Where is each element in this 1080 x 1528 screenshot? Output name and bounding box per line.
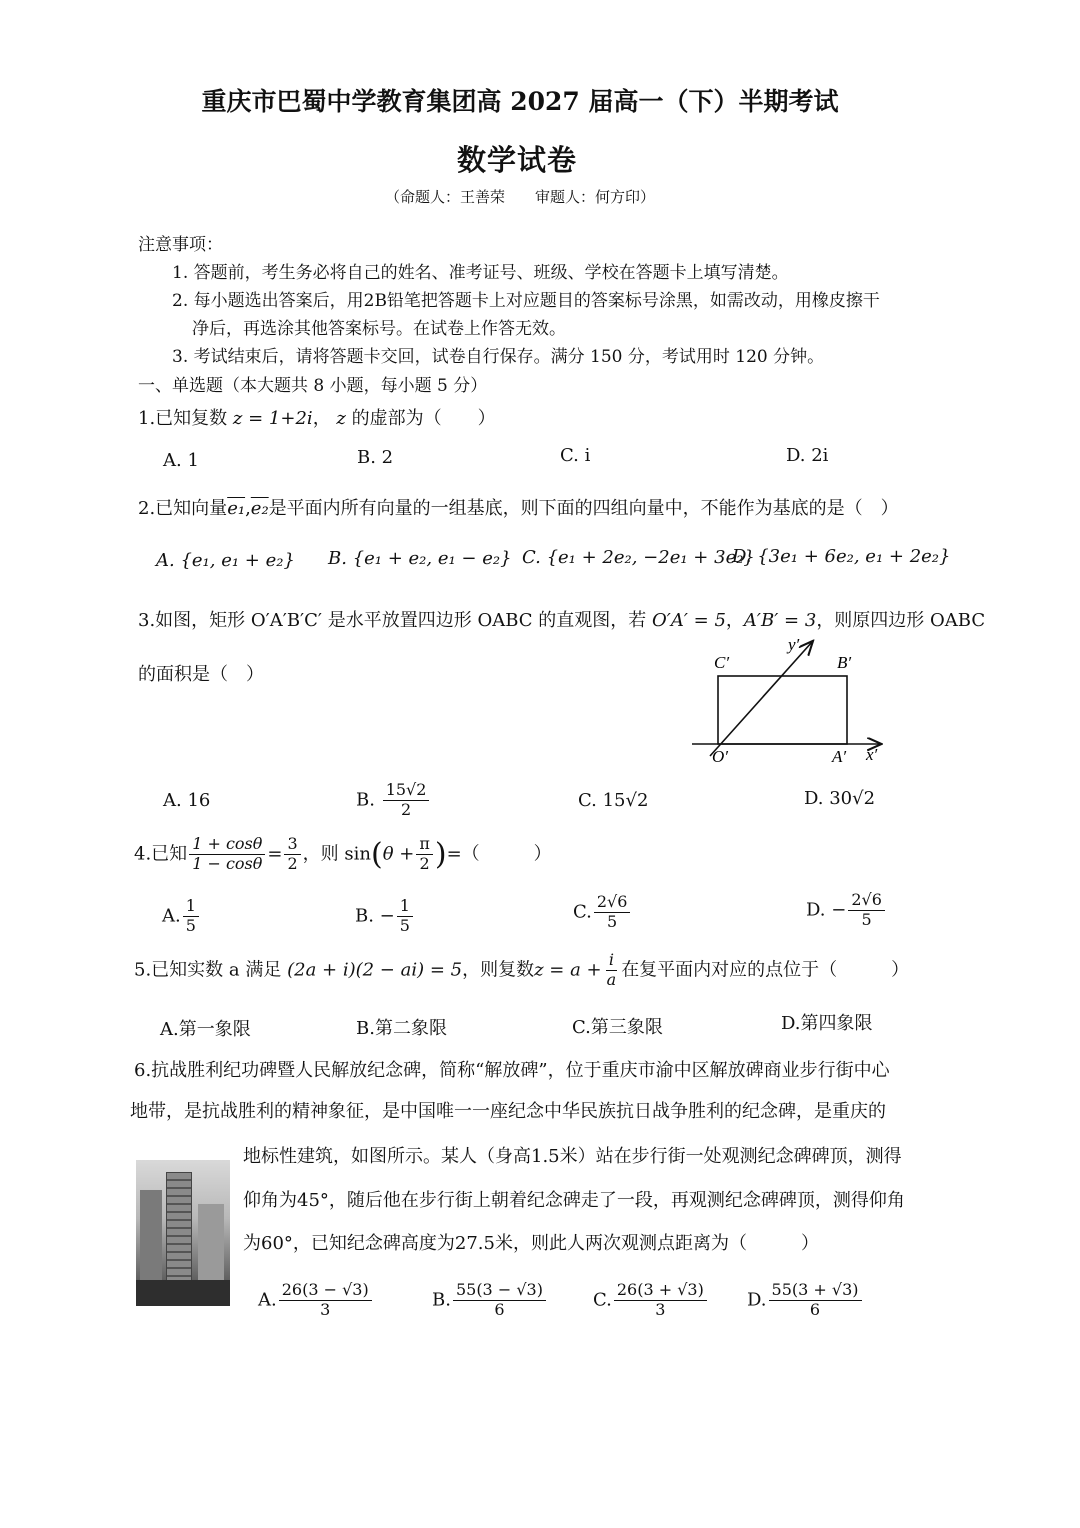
q5-stem-c: 在复平面内对应的点位于（ ） — [621, 959, 910, 981]
q4-b-label: B. − — [355, 905, 395, 927]
q6-b-denominator: 6 — [494, 1299, 505, 1319]
q6-c-numerator: 26(3 + √3) — [614, 1282, 707, 1301]
q4-a-denominator: 5 — [185, 915, 196, 935]
q2-option-a: A. {e₁, e₁ + e₂} — [156, 550, 295, 571]
q1-z-definition: z = 1+2i — [232, 408, 313, 429]
q4-b-denominator: 5 — [399, 915, 410, 935]
q6-d-denominator: 6 — [809, 1299, 821, 1319]
q4-c-numerator: 2√6 — [594, 894, 631, 913]
school-exam-title: 重庆市巴蜀中学教育集团高 2027 届高一（下）半期考试 — [201, 87, 839, 116]
notice-item-1: 1. 答题前，考生务必将自己的姓名、准考证号、班级、学校在答题卡上填写清楚。 — [172, 263, 789, 283]
notice-item-2-cont: 净后，再选涂其他答案标号。在试卷上作答无效。 — [192, 319, 566, 339]
q4-right-paren: ) — [434, 836, 447, 872]
q3-stem-a: 3.如图，矩形 O′A′B′C′ 是水平放置四边形 OABC 的直观图，若 — [138, 610, 647, 631]
question-6-line-4: 仰角为45°，随后他在步行街上朝着纪念碑走了一段，再观测纪念碑碑顶，测得仰角 — [243, 1190, 905, 1211]
rectangle-o-a-b-c — [718, 676, 847, 744]
label-a-prime: A′ — [832, 747, 847, 766]
label-b-prime: B′ — [837, 653, 852, 672]
q3-condition-2: A′B′ = 3 — [743, 610, 817, 631]
q3-b-denominator: 2 — [400, 799, 412, 819]
q6-b-label: B. — [432, 1289, 451, 1311]
q2-comma: , — [245, 498, 251, 519]
q1-stem-b: ， — [312, 408, 331, 429]
q4-c-denominator: 5 — [607, 911, 618, 931]
monument-photo — [136, 1160, 230, 1306]
photo-monument-tower — [166, 1172, 192, 1294]
q5-option-a: A.第一象限 — [160, 1019, 251, 1040]
q6-c-denominator: 3 — [655, 1299, 666, 1319]
q1-stem-a: 1.已知复数 — [138, 408, 228, 429]
q4-eq: = — [267, 843, 283, 865]
q3-option-b-fraction — [383, 782, 430, 819]
q4-d-label: D. − — [806, 899, 847, 921]
q4-d-numerator: 2√6 — [848, 892, 885, 911]
q4-stem-b: ，则 sin — [302, 843, 371, 865]
q5-stem-a: 5.已知实数 a 满足 — [134, 959, 282, 981]
q4-stem-c: =（ ） — [446, 843, 552, 865]
q4-option-b — [355, 898, 415, 935]
q4-b-numerator: 1 — [397, 898, 413, 917]
q1-option-b: B. 2 — [357, 447, 394, 468]
q5-equation: (2a + i)(2 − ai) = 5 — [287, 959, 463, 981]
q4-ratio-denominator: 2 — [287, 853, 298, 873]
q2-vector-e1: e₁ — [227, 498, 246, 519]
photo-crowd — [136, 1280, 230, 1306]
q4-given-numerator: 1 + cosθ — [189, 836, 265, 855]
question-1-stem — [138, 404, 496, 430]
q4-left-paren: ( — [370, 836, 383, 872]
q1-option-d: D. 2i — [786, 445, 829, 466]
q3-option-c: C. 15√2 — [578, 790, 649, 811]
q6-a-denominator: 3 — [320, 1299, 331, 1319]
question-2-stem — [138, 494, 899, 520]
question-5-stem — [134, 952, 909, 989]
notice-heading: 注意事项： — [138, 235, 223, 255]
question-6-line-2: 地带，是抗战胜利的精神象征，是中国唯一一座纪念中华民族抗日战争胜利的纪念碑，是重庆的 — [130, 1101, 886, 1122]
authors-line: （命题人：王善荣 审题人：何方印） — [384, 188, 655, 206]
q5-z-expr: z = a + — [534, 959, 602, 981]
q4-a-fraction — [183, 898, 199, 935]
question-6-line-1: 6.抗战胜利纪功碑暨人民解放纪念碑，简称“解放碑”，位于重庆市渝中区解放碑商业步行街中心 — [134, 1060, 890, 1081]
label-x-prime: x′ — [866, 745, 878, 764]
q2-vector-e2: e₂ — [250, 498, 269, 519]
q4-inner: θ + — [382, 843, 415, 865]
q6-a-label: A. — [258, 1289, 277, 1311]
question-6-line-5: 为60°，已知纪念碑高度为27.5米，则此人两次观测点距离为（ ） — [243, 1233, 819, 1254]
q2-option-c: C. {e₁ + 2e₂, −2e₁ + 3e₂} — [522, 547, 755, 568]
q4-d-fraction — [848, 892, 885, 929]
q6-option-b — [432, 1282, 548, 1319]
q2-option-d: D. {3e₁ + 6e₂, e₁ + 2e₂} — [732, 546, 951, 567]
q3-option-d: D. 30√2 — [804, 788, 876, 809]
q2-option-b: B. {e₁ + e₂, e₁ − e₂} — [328, 548, 512, 569]
paper-title: 数学试卷 — [456, 143, 577, 177]
q1-stem-c: 的虚部为（ ） — [351, 408, 496, 429]
q6-option-d — [747, 1282, 864, 1319]
q6-a-numerator: 26(3 − √3) — [279, 1282, 372, 1301]
q4-a-label: A. — [162, 905, 181, 927]
question-6-line-3: 地标性建筑，如图所示。某人（身高1.5米）站在步行街一处观测纪念碑碑顶，测得 — [243, 1146, 902, 1167]
q3-oblique-diagram — [690, 634, 890, 770]
q4-c-label: C. — [573, 901, 592, 923]
q5-denominator: a — [606, 969, 617, 989]
q6-d-numerator: 55(3 + √3) — [769, 1282, 862, 1301]
q3-sep: ， — [725, 610, 744, 631]
q5-i-over-a — [604, 952, 620, 989]
q6-option-c — [593, 1282, 709, 1319]
question-3-stem — [138, 606, 985, 632]
q5-numerator: i — [606, 952, 617, 971]
q1-option-a: A. 1 — [163, 450, 199, 471]
question-4-stem — [134, 836, 552, 873]
q5-stem-b: ，则复数 — [462, 959, 535, 981]
notice-item-3: 3. 考试结束后，请将答题卡交回，试卷自行保存。满分 150 分，考试用时 120 分钟。 — [172, 347, 825, 367]
q3-stem-b: ，则原四边形 OABC — [816, 610, 986, 631]
q4-a-numerator: 1 — [183, 898, 199, 917]
q6-c-label: C. — [593, 1289, 612, 1311]
q3-b-numerator: 15√2 — [383, 782, 430, 801]
q4-option-a — [162, 898, 201, 935]
q3-option-b — [356, 782, 431, 819]
q6-d-fraction — [769, 1282, 862, 1319]
q4-c-fraction — [594, 894, 631, 931]
label-o-prime: O′ — [712, 747, 728, 766]
q4-stem-a: 4.已知 — [134, 843, 188, 865]
q4-pi-numerator: π — [416, 836, 433, 855]
q6-a-fraction — [279, 1282, 372, 1319]
q2-stem-a: 2.已知向量 — [138, 498, 228, 519]
label-y-prime: y′ — [788, 635, 800, 654]
notice-item-2: 2. 每小题选出答案后，用2B铅笔把答题卡上对应题目的答案标号涂黑，如需改动，用橡皮擦干 — [172, 291, 880, 311]
q6-c-fraction — [614, 1282, 707, 1319]
q5-option-b: B.第二象限 — [356, 1018, 447, 1039]
question-3-stem-cont: 的面积是（ ） — [138, 664, 264, 685]
q6-d-label: D. — [747, 1289, 767, 1311]
q4-given-fraction — [189, 836, 265, 873]
q4-option-c — [573, 894, 632, 931]
q6-option-a — [258, 1282, 374, 1319]
q4-b-fraction — [397, 898, 413, 935]
q4-pi-denominator: 2 — [419, 853, 430, 873]
q3-option-b-label: B. — [356, 789, 375, 811]
q6-b-numerator: 55(3 − √3) — [453, 1282, 546, 1301]
q4-ratio-fraction — [284, 836, 300, 873]
label-c-prime: C′ — [714, 653, 730, 672]
section-heading: 一、单选题（本大题共 8 小题，每小题 5 分） — [138, 376, 488, 396]
q5-option-d: D.第四象限 — [781, 1013, 873, 1034]
q4-d-denominator: 5 — [861, 909, 872, 929]
q3-condition-1: O′A′ = 5 — [652, 610, 726, 631]
q4-ratio-numerator: 3 — [284, 836, 300, 855]
q4-given-denominator: 1 − cosθ — [192, 853, 263, 873]
q5-option-c: C.第三象限 — [572, 1017, 663, 1038]
q4-option-d — [806, 892, 887, 929]
q6-b-fraction — [453, 1282, 546, 1319]
photo-building-left — [140, 1190, 162, 1290]
q3-option-a: A. 16 — [163, 790, 211, 811]
q4-pi-fraction — [416, 836, 433, 873]
q1-option-c: C. i — [560, 445, 591, 466]
q2-stem-b: 是平面内所有向量的一组基底，则下面的四组向量中，不能作为基底的是（ ） — [268, 498, 899, 519]
q1-z: z — [336, 408, 346, 429]
